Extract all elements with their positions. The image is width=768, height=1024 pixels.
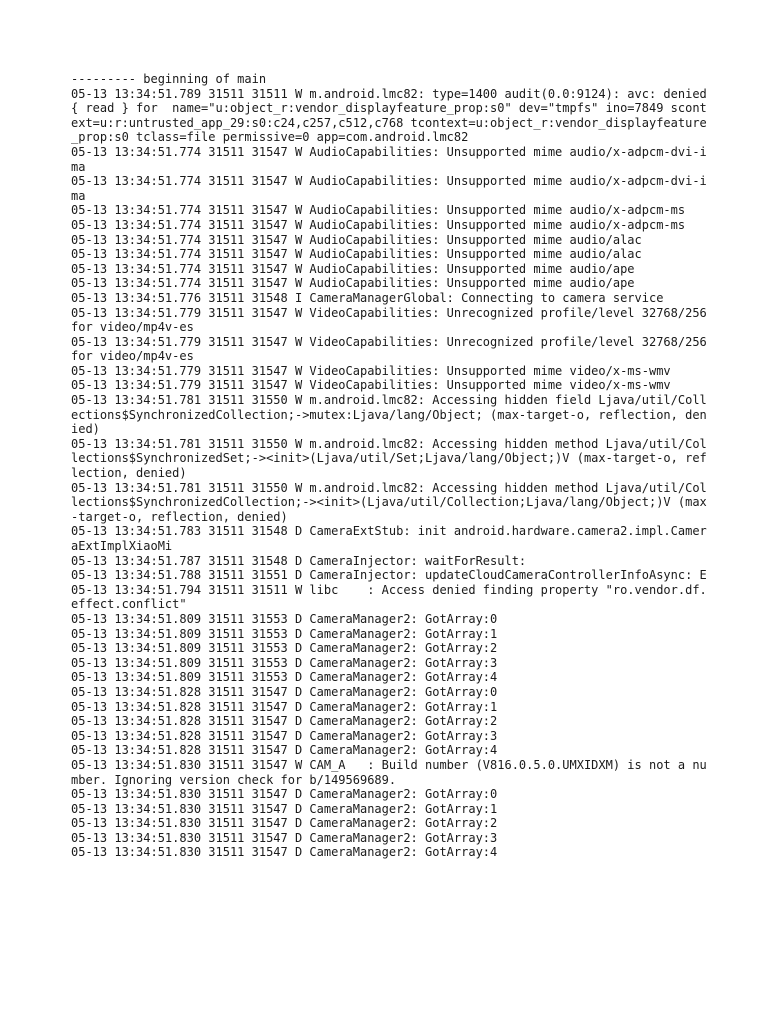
log-line: 05-13 13:34:51.779 31511 31547 W VideoCapabilities: Unrecognized profile/level 32768/256 for video/mp4v-es (71, 305, 714, 335)
log-line: 05-13 13:34:51.774 31511 31547 W AudioCapabilities: Unsupported mime audio/alac (71, 232, 642, 247)
log-line: 05-13 13:34:51.774 31511 31547 W AudioCapabilities: Unsupported mime audio/x-adpcm-ms (71, 217, 686, 232)
log-line: 05-13 13:34:51.774 31511 31547 W AudioCapabilities: Unsupported mime audio/ape (71, 261, 635, 276)
log-line: 05-13 13:34:51.830 31511 31547 D CameraManager2: GotArray:0 (71, 787, 498, 802)
log-line: 05-13 13:34:51.789 31511 31511 W m.android.lmc82: type=1400 audit(0.0:9124): avc: denied { read } for name="u:object_r:vendor_displayfeature_prop:s0" dev="tmpfs" ino=7849 scontext=u:r:untrusted_app_29:s0:c24,c257,c512,c768 tcontext=u:object_r:vendor_displayfeature_prop:s0 tclass=file permissive=0 app=com.android.lmc82 (71, 86, 722, 145)
log-line: 05-13 13:34:51.787 31511 31548 D CameraInjector: waitForResult: (71, 553, 527, 568)
log-line: --------- beginning of main (71, 72, 267, 86)
log-document (71, 72, 722, 860)
log-line: 05-13 13:34:51.794 31511 31511 W libc : Access denied finding property "ro.vendor.df.effect.conflict" (71, 582, 707, 612)
log-line: 05-13 13:34:51.774 31511 31547 W AudioCapabilities: Unsupported mime audio/x-adpcm-dvi-ima (71, 144, 707, 174)
log-line: 05-13 13:34:51.828 31511 31547 D CameraManager2: GotArray:3 (71, 728, 498, 743)
log-line: 05-13 13:34:51.774 31511 31547 W AudioCapabilities: Unsupported mime audio/alac (71, 247, 642, 262)
log-line: 05-13 13:34:51.828 31511 31547 D CameraManager2: GotArray:1 (71, 699, 498, 714)
log-line: 05-13 13:34:51.788 31511 31551 D CameraInjector: updateCloudCameraControllerInfoAsync: E (71, 568, 707, 583)
log-line: 05-13 13:34:51.828 31511 31547 D CameraManager2: GotArray:2 (71, 714, 498, 729)
log-line: 05-13 13:34:51.774 31511 31547 W AudioCapabilities: Unsupported mime audio/ape (71, 276, 635, 291)
log-line: 05-13 13:34:51.779 31511 31547 W VideoCapabilities: Unsupported mime video/x-ms-wmv (71, 363, 671, 378)
log-line: 05-13 13:34:51.809 31511 31553 D CameraManager2: GotArray:3 (71, 655, 498, 670)
log-line: 05-13 13:34:51.809 31511 31553 D CameraManager2: GotArray:1 (71, 626, 498, 641)
log-line: 05-13 13:34:51.830 31511 31547 D CameraManager2: GotArray:3 (71, 830, 498, 845)
log-line: 05-13 13:34:51.774 31511 31547 W AudioCapabilities: Unsupported mime audio/x-adpcm-ms (71, 203, 686, 218)
log-line: 05-13 13:34:51.830 31511 31547 D CameraManager2: GotArray:2 (71, 816, 498, 831)
log-line: 05-13 13:34:51.828 31511 31547 D CameraManager2: GotArray:4 (71, 743, 498, 758)
log-line: 05-13 13:34:51.809 31511 31553 D CameraManager2: GotArray:2 (71, 641, 498, 656)
log-line: 05-13 13:34:51.809 31511 31553 D CameraManager2: GotArray:0 (71, 611, 498, 626)
log-line: 05-13 13:34:51.830 31511 31547 W CAM_A : Build number (V816.0.5.0.UMXIDXM) is not a number. Ignoring version check for b/149569689. (71, 757, 707, 787)
log-line: 05-13 13:34:51.830 31511 31547 D CameraManager2: GotArray:4 (71, 845, 498, 860)
log-line: 05-13 13:34:51.830 31511 31547 D CameraManager2: GotArray:1 (71, 801, 498, 816)
log-line: 05-13 13:34:51.781 31511 31550 W m.android.lmc82: Accessing hidden field Ljava/util/Collections$SynchronizedCollection;->mutex:Ljava/lang/Object; (max-target-o, reflection, denied) (71, 393, 707, 437)
log-line: 05-13 13:34:51.779 31511 31547 W VideoCapabilities: Unrecognized profile/level 32768/256 for video/mp4v-es (71, 334, 714, 364)
log-line: 05-13 13:34:51.781 31511 31550 W m.android.lmc82: Accessing hidden method Ljava/util/Collections$SynchronizedCollection;-><init>(Ljava/util/Collection;Ljava/lang/Object;)V (max-target-o, reflection, denied) (71, 480, 707, 524)
log-line: 05-13 13:34:51.779 31511 31547 W VideoCapabilities: Unsupported mime video/x-ms-wmv (71, 378, 671, 393)
log-line: 05-13 13:34:51.828 31511 31547 D CameraManager2: GotArray:0 (71, 684, 498, 699)
log-line: 05-13 13:34:51.809 31511 31553 D CameraManager2: GotArray:4 (71, 670, 498, 685)
log-line: 05-13 13:34:51.774 31511 31547 W AudioCapabilities: Unsupported mime audio/x-adpcm-dvi-ima (71, 174, 707, 203)
log-line: 05-13 13:34:51.781 31511 31550 W m.android.lmc82: Accessing hidden method Ljava/util/Collections$SynchronizedSet;-><init>(Ljava/util/Set;Ljava/lang/Object;)V (max-target-o, reflection, denied) (71, 436, 707, 481)
log-line: 05-13 13:34:51.776 31511 31548 I CameraManagerGlobal: Connecting to camera service (71, 290, 664, 305)
log-line: 05-13 13:34:51.783 31511 31548 D CameraExtStub: init android.hardware.camera2.impl.CameraExtImplXiaoMi (71, 524, 707, 553)
